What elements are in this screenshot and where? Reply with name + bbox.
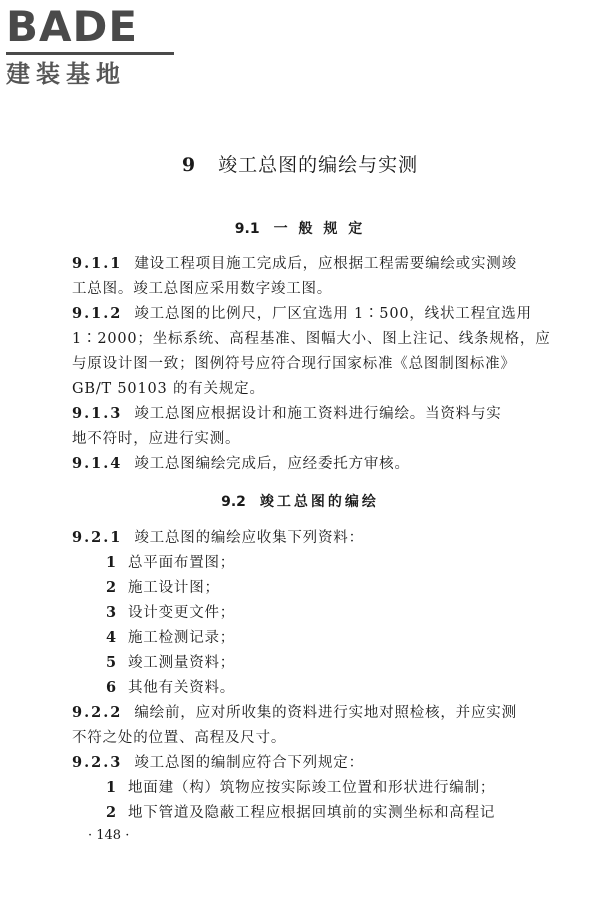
clause-line xyxy=(72,404,502,424)
list-item xyxy=(106,578,220,598)
clause-line: 与原设计图一致；图例符号应符合现行国家标准《总图制图标准》 xyxy=(72,356,516,372)
list-item-number: 5 xyxy=(106,654,117,671)
list-item-number: 6 xyxy=(106,679,117,696)
list-item-text: 竣工测量资料； xyxy=(128,655,236,671)
clause-number: 9.1.2 xyxy=(72,305,123,322)
list-item-text: 总平面布置图； xyxy=(128,555,236,571)
section-number: 9.2 xyxy=(221,494,246,510)
list-item-text: 设计变更文件； xyxy=(128,605,236,621)
list-item xyxy=(106,603,235,623)
clause-line xyxy=(72,304,532,324)
clause-number: 9.1.3 xyxy=(72,405,123,422)
section-title xyxy=(0,491,600,511)
section-title-text: 竣工总图的编绘 xyxy=(259,494,379,510)
chapter-number: 9 xyxy=(181,154,197,176)
clause-line xyxy=(72,254,517,274)
list-item-text: 施工检测记录； xyxy=(128,630,236,646)
page-number: · 148 · xyxy=(88,828,130,843)
list-item-text: 其他有关资料。 xyxy=(128,680,236,696)
clause-text: 竣工总图的编制应符合下列规定： xyxy=(134,755,364,771)
list-item-text: 地面建（构）筑物应按实际竣工位置和形状进行编制； xyxy=(128,780,496,796)
clause-line: 不符之处的位置、高程及尺寸。 xyxy=(72,730,287,746)
clause-number: 9.2.3 xyxy=(72,754,123,771)
list-item-number: 2 xyxy=(106,804,117,821)
list-item xyxy=(106,803,495,823)
clause-line: GB/T 50103 的有关规定。 xyxy=(72,381,265,397)
list-item xyxy=(106,778,495,798)
clause-text: 建设工程项目施工完成后，应根据工程需要编绘或实测竣 xyxy=(134,256,517,272)
clause-number: 9.1.4 xyxy=(72,455,123,472)
section-title xyxy=(0,218,600,238)
clause-text: 编绘前，应对所收集的资料进行实地对照检核，并应实测 xyxy=(134,705,517,721)
chapter-title xyxy=(0,150,600,177)
list-item-number: 2 xyxy=(106,579,117,596)
clause-line xyxy=(72,454,410,474)
list-item-number: 1 xyxy=(106,779,117,796)
chapter-title-text: 竣工总图的编绘与实测 xyxy=(218,154,419,176)
clause-line xyxy=(72,703,517,723)
logo-wordmark xyxy=(6,4,178,50)
clause-number: 9.2.1 xyxy=(72,529,123,546)
list-item-number: 4 xyxy=(106,629,117,646)
section-title-text: 一 般 规 定 xyxy=(273,221,366,237)
list-item-text: 地下管道及隐蔽工程应根据回填前的实测坐标和高程记 xyxy=(128,805,496,821)
clause-text: 竣工总图编绘完成后，应经委托方审核。 xyxy=(134,456,410,472)
clause-line: 地不符时，应进行实测。 xyxy=(72,431,241,447)
clause-text: 竣工总图的比例尺，厂区宜选用 1∶500，线状工程宜选用 xyxy=(134,306,532,322)
clause-text: 竣工总图应根据设计和施工资料进行编绘。当资料与实 xyxy=(134,406,502,422)
clause-line xyxy=(72,528,364,548)
list-item xyxy=(106,653,235,673)
list-item xyxy=(106,628,235,648)
list-item-number: 1 xyxy=(106,554,117,571)
clause-line xyxy=(72,753,364,773)
list-item xyxy=(106,553,235,573)
bade-logo xyxy=(6,4,178,89)
section-number: 9.1 xyxy=(234,221,260,237)
clause-line: 工总图。竣工总图应采用数字竣工图。 xyxy=(72,281,333,297)
clause-number: 9.1.1 xyxy=(72,255,123,272)
clause-number: 9.2.2 xyxy=(72,704,123,721)
list-item xyxy=(106,678,235,698)
logo-divider xyxy=(6,52,174,55)
logo-subtitle: 建装基地 xyxy=(6,60,126,88)
clause-text: 竣工总图的编绘应收集下列资料： xyxy=(134,530,364,546)
logo-text: BADE xyxy=(6,2,139,51)
list-item-text: 施工设计图； xyxy=(128,580,220,596)
clause-line: 1∶2000；坐标系统、高程基准、图幅大小、图上注记、线条规格，应 xyxy=(72,331,551,347)
list-item-number: 3 xyxy=(106,604,117,621)
